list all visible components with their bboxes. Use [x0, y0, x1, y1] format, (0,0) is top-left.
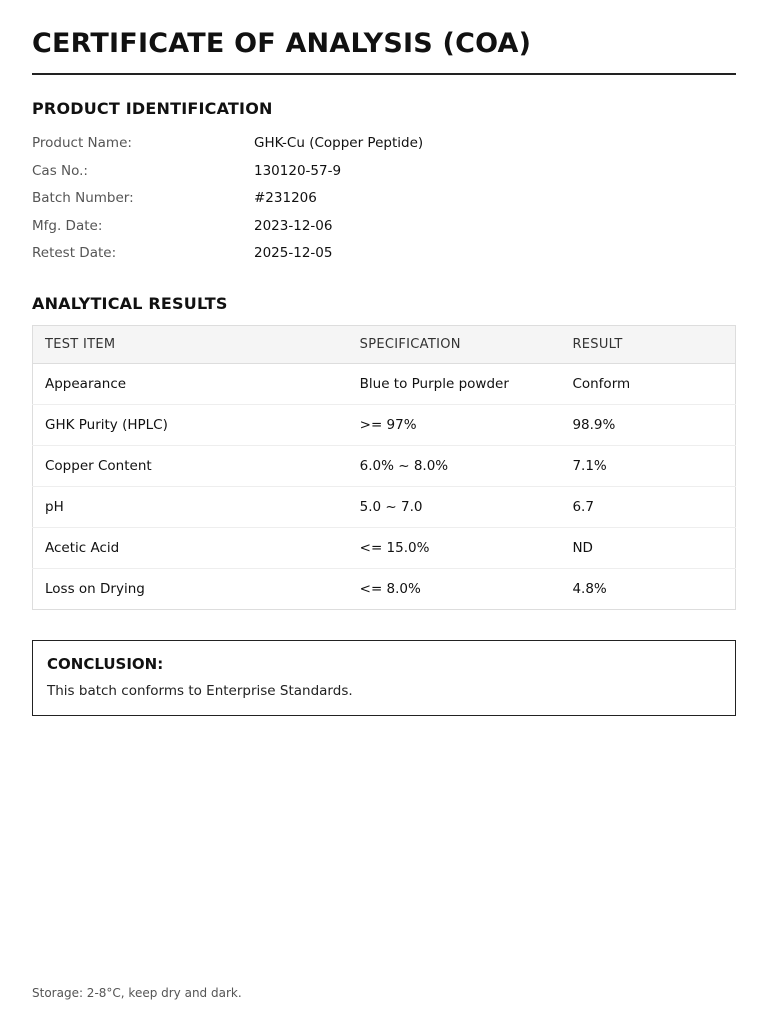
title-divider [32, 73, 736, 75]
cell-specification: Blue to Purple powder [348, 363, 561, 404]
cell-specification: 5.0 ~ 7.0 [348, 486, 561, 527]
cell-specification: <= 15.0% [348, 527, 561, 568]
table-row [32, 130, 736, 158]
table-row [33, 445, 736, 486]
info-label: Cas No.: [32, 162, 88, 179]
cell-test-item: Acetic Acid [33, 527, 348, 568]
info-label: Retest Date: [32, 245, 117, 262]
cell-result: Conform [560, 363, 735, 404]
cell-result: 4.8% [572, 580, 607, 597]
cell-specification: 6.0% ~ 8.0% [348, 445, 561, 486]
table-row [33, 363, 736, 404]
analytical-results-table [32, 325, 736, 610]
section-heading-product-identification: PRODUCT IDENTIFICATION [32, 99, 273, 119]
cell-test-item: Appearance [33, 363, 348, 404]
column-header-specification: SPECIFICATION [348, 325, 561, 363]
product-identification-table [32, 130, 736, 268]
info-label: Product Name: [32, 135, 132, 152]
info-value: 2025-12-05 [254, 245, 333, 262]
storage-footer-note: Storage: 2-8°C, keep dry and dark. [32, 986, 242, 1000]
column-header-result: RESULT [560, 325, 735, 363]
page-title: CERTIFICATE OF ANALYSIS (COA) [32, 28, 532, 59]
cell-result: 98.9% [560, 404, 735, 445]
conclusion-text: This batch conforms to Enterprise Standards. [47, 682, 353, 699]
cell-specification: <= 8.0% [359, 580, 421, 597]
cell-result: 7.1% [560, 445, 735, 486]
analytical-results-section [32, 325, 736, 610]
section-heading-analytical-results: ANALYTICAL RESULTS [32, 293, 228, 313]
info-value: 2023-12-06 [254, 217, 333, 234]
cell-test-item: pH [33, 486, 348, 527]
conclusion-box [32, 640, 736, 716]
info-value: GHK-Cu (Copper Peptide) [254, 135, 424, 152]
cell-result: ND [560, 527, 735, 568]
info-label: Batch Number: [32, 190, 134, 207]
table-row [32, 158, 736, 186]
cell-specification: >= 97% [348, 404, 561, 445]
table-header-row [33, 325, 736, 363]
table-row [33, 486, 736, 527]
table-row [32, 240, 736, 268]
table-row [32, 213, 736, 241]
cell-test-item: GHK Purity (HPLC) [33, 404, 348, 445]
table-row [33, 568, 736, 609]
cell-test-item: Copper Content [33, 445, 348, 486]
column-header-test-item: TEST ITEM [33, 325, 348, 363]
cell-test-item: Loss on Drying [45, 580, 145, 597]
table-row [33, 527, 736, 568]
info-value: 130120-57-9 [254, 162, 342, 179]
cell-result: 6.7 [560, 486, 735, 527]
table-row [33, 404, 736, 445]
info-label: Mfg. Date: [32, 217, 103, 234]
info-value: #231206 [254, 190, 317, 207]
conclusion-title: CONCLUSION: [47, 654, 164, 673]
table-row [32, 185, 736, 213]
